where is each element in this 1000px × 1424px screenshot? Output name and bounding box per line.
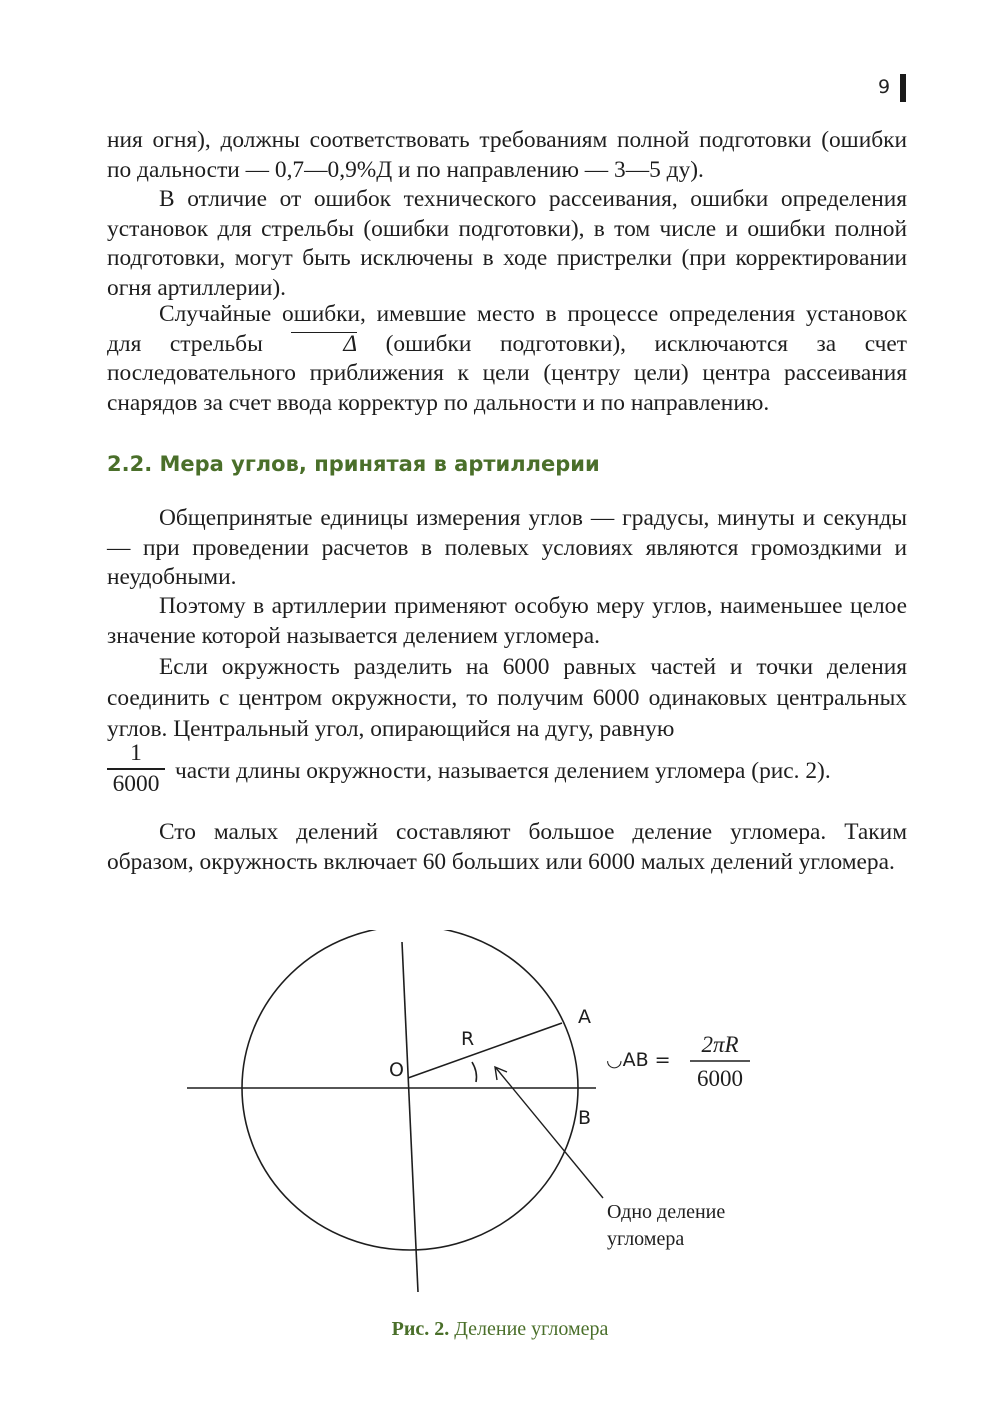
fraction-one-over-6000: [107, 740, 165, 797]
arc-formula-left: ◡AB =: [606, 1049, 671, 1071]
page-number-marker: [900, 74, 906, 102]
delta-symbol: Δ: [291, 332, 357, 355]
paragraph-3-text-end: (ошибки подготовки), исключаются за счет последовательного приближения к цели (центру цели) центра рассеивания снарядов за счет ввода корректур по дальности и по направлению.: [107, 330, 907, 416]
fraction-line: [107, 740, 907, 802]
page-number: 9: [878, 76, 891, 98]
label-R: R: [461, 1028, 475, 1050]
figure-angle-division: [0, 930, 1000, 1300]
paragraph-4: Общепринятые единицы измерения углов — градусы, минуты и секунды — при проведении расчетов в полевых условиях являются громоздкими и неудобными.: [107, 505, 907, 590]
arc-formula-denominator: 6000: [697, 1066, 743, 1091]
paragraph-7: Сто малых делений составляют большое деление угломера. Таким образом, окружность включает 60 больших или 6000 малых делений угломера.: [107, 819, 907, 875]
note-line-1: Одно деление: [607, 1201, 726, 1223]
caption-text: Деление угломера: [449, 1318, 609, 1340]
radius-OA: [408, 1023, 562, 1078]
fraction-bar: [107, 768, 165, 770]
section-heading: 2.2. Мера углов, принятая в артиллерии: [107, 452, 600, 476]
caption-prefix: Рис. 2.: [391, 1318, 450, 1340]
paragraph-6-tail: части длины окружности, называется делением угломера (рис. 2).: [175, 758, 831, 784]
note-line-2: угломера: [607, 1228, 685, 1250]
vertical-axis: [402, 942, 418, 1292]
label-B: B: [578, 1107, 592, 1129]
paragraph-3-text-start: Случайные ошибки, имевшие место в процессе определения установок для стрельбы: [107, 301, 907, 357]
label-O: O: [389, 1059, 404, 1081]
paragraph-6: Если окружность разделить на 6000 равных частей и точки деления соединить с центром окружности, то получим 6000 одинаковых центральных углов. Центральный угол, опирающийся на дугу, равную: [107, 654, 907, 742]
circle: [242, 930, 578, 1250]
arc-formula-numerator: 2πR: [701, 1032, 739, 1057]
fraction-denominator: 6000: [112, 770, 160, 797]
figure-caption: [0, 1318, 1000, 1341]
fraction-numerator: 1: [130, 740, 142, 766]
paragraph-1: ния огня), должны соответствовать требованиям полной подготовки (ошибки по дальности — 0,7—0,9%Д и по направлению — 3—5 ду).: [107, 127, 907, 183]
paragraph-2: В отличие от ошибок технического рассеивания, ошибки определения установок для стрельбы (ошибки подготовки), в том числе и ошибки полной подготовки, могут быть исключены в ходе пристрелки (при корректировании огня артиллерии).: [107, 186, 907, 301]
paragraph-3: [107, 300, 907, 418]
paragraph-5: Поэтому в артиллерии применяют особую меру углов, наименьшее целое значение которой называется делением угломера.: [107, 593, 907, 649]
label-A: A: [578, 1006, 591, 1028]
angle-arc: [472, 1062, 477, 1082]
